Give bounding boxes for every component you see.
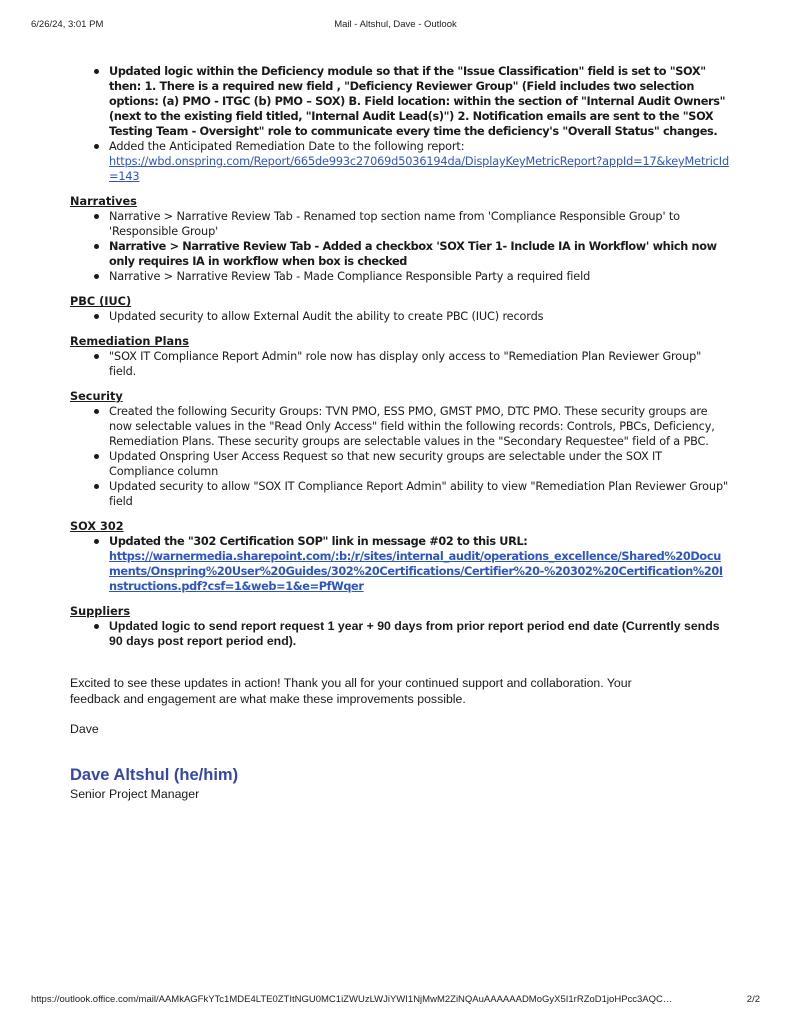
print-title: Mail - Altshul, Dave - Outlook bbox=[334, 19, 457, 30]
list-item: Updated Onspring User Access Request so that new security groups are selectable under the SOX IT Compliance column bbox=[109, 449, 730, 479]
report-link[interactable]: https://wbd.onspring.com/Report/665de993c27069d5036194da/DisplayKeyMetricReport?appId=17&keyMetricId=143 bbox=[109, 155, 729, 183]
narratives-section bbox=[70, 194, 730, 284]
list-item bbox=[109, 139, 730, 184]
security-list bbox=[70, 404, 730, 509]
pbc-section bbox=[70, 294, 730, 324]
list-item: Updated logic to send report request 1 year + 90 days from prior report period end date (Currently sends 90 days post report period end). bbox=[109, 619, 730, 649]
list-item-text: Updated the "302 Certification SOP" link in message #02 to this URL: bbox=[109, 535, 528, 548]
section-heading: Remediation Plans bbox=[70, 335, 189, 348]
list-item: "SOX IT Compliance Report Admin" role now has display only access to "Remediation Plan Reviewer Group" field. bbox=[109, 349, 730, 379]
sop-link[interactable]: https://warnermedia.sharepoint.com/:b:/r/sites/internal_audit/operations_excellence/Shared%20Documents/Onspring%20User%20Guides/302%20Certifications/Certifier%20-%20302%20Certification%20Instructions.pdf?csf=1&web=1&e=PfWqer bbox=[109, 550, 723, 593]
page-number: 2/2 bbox=[746, 994, 760, 1005]
section-heading: Security bbox=[70, 390, 123, 403]
email-body bbox=[70, 64, 730, 801]
deficiency-list bbox=[70, 64, 730, 184]
list-item: Updated security to allow "SOX IT Compliance Report Admin" ability to view "Remediation Plan Reviewer Group" field bbox=[109, 480, 729, 508]
section-heading: Narratives bbox=[70, 195, 137, 208]
sox302-list bbox=[70, 534, 730, 594]
sox302-section bbox=[70, 519, 730, 594]
print-datetime: 6/26/24, 3:01 PM bbox=[31, 19, 104, 30]
list-item-text: Added the Anticipated Remediation Date to the following report: bbox=[109, 140, 465, 153]
signature-name: Dave Altshul (he/him) bbox=[70, 766, 239, 784]
section-heading: SOX 302 bbox=[70, 520, 124, 533]
security-section bbox=[70, 389, 730, 509]
list-item: Narrative > Narrative Review Tab - Renamed top section name from 'Compliance Responsible Group' to 'Responsible Group' bbox=[109, 209, 730, 239]
list-item: Updated security to allow External Audit the ability to create PBC (IUC) records bbox=[109, 309, 730, 324]
suppliers-section bbox=[70, 604, 730, 649]
section-heading: Suppliers bbox=[70, 605, 131, 618]
pbc-list bbox=[70, 309, 730, 324]
print-footer bbox=[31, 994, 760, 1008]
list-item: Narrative > Narrative Review Tab - Added a checkbox 'SOX Tier 1- Include IA in Workflow' which now only requires IA in workflow when box is checked bbox=[109, 239, 730, 269]
closing-message: Excited to see these updates in action! Thank you all for your continued support and collaboration. Your feedback and engagement are what make these improvements possible. bbox=[70, 676, 632, 706]
deficiency-updates bbox=[70, 64, 730, 184]
list-item: Updated logic within the Deficiency module so that if the "Issue Classification" field is set to "SOX" then: 1. There is a required new field , "Deficiency Reviewer Group" (Field includes two selection options: (a) PMO - ITGC (b) PMO – SOX) B. Field location: within the section of "Internal Audit Owners" (next to the existing field titled, "Internal Audit Lead(s)") 2. Notification emails are sent to the "SOX Testing Team - Oversight" role to communicate every time the deficiency's "Overall Status" changes. bbox=[109, 64, 730, 139]
list-item: Narrative > Narrative Review Tab - Made Compliance Responsible Party a required field bbox=[109, 269, 730, 284]
list-item: Created the following Security Groups: TVN PMO, ESS PMO, GMST PMO, DTC PMO. These security groups are now selectable values in the "Read Only Access" field within the following records: Controls, PBCs, Deficiency, Remediation Plans. These security groups are selectable values in the "Secondary Requestee" field of a PBC. bbox=[109, 404, 730, 449]
signoff: Dave bbox=[70, 722, 99, 736]
remediation-section bbox=[70, 334, 730, 379]
print-header bbox=[31, 19, 760, 33]
remediation-list bbox=[70, 349, 730, 379]
narratives-list bbox=[70, 209, 730, 284]
list-item bbox=[109, 534, 730, 594]
signature-title: Senior Project Manager bbox=[70, 787, 200, 801]
section-heading: PBC (IUC) bbox=[70, 295, 132, 308]
print-url: https://outlook.office.com/mail/AAMkAGFkYTc1MDE4LTE0ZTItNGU0MC1iZWUzLWJiYWI1NjMwM2ZiNQAuAAAAAADMoGyX5I1rRZoD1joHPcc3AQC… bbox=[31, 994, 673, 1005]
suppliers-list bbox=[70, 619, 730, 649]
